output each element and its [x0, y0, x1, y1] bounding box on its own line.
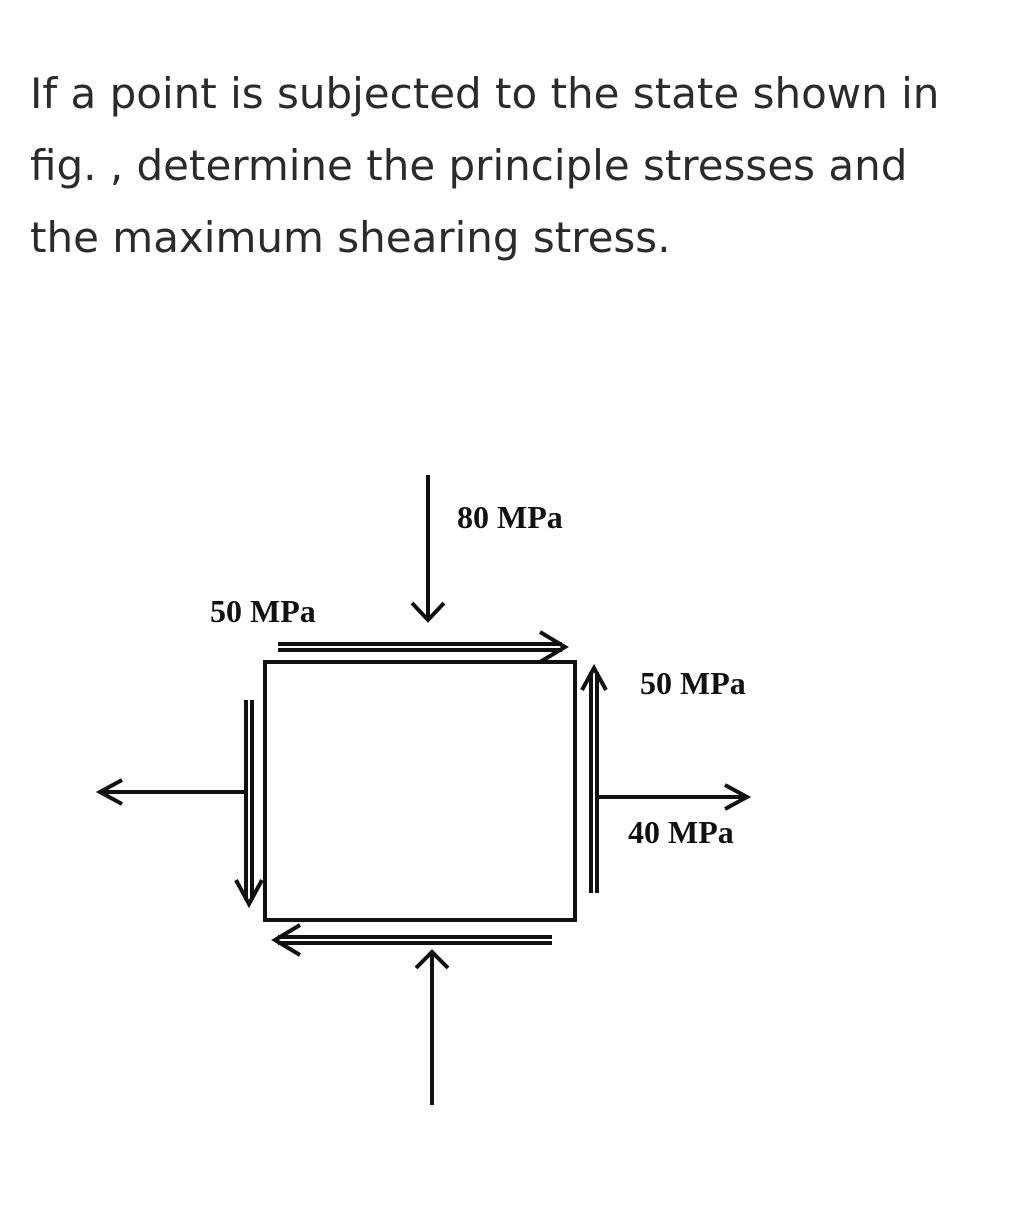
bottom-normal-stress-arrow — [416, 952, 448, 1105]
bottom-shear-stress-arrow — [275, 925, 552, 955]
right-normal-stress-arrow — [597, 785, 747, 809]
stress-element-square — [265, 662, 575, 920]
label-top-normal-stress: 80 MPa — [457, 499, 563, 535]
label-right-shear-stress: 50 MPa — [640, 665, 746, 701]
right-shear-stress-arrow — [582, 668, 606, 893]
left-normal-stress-arrow — [100, 780, 246, 804]
question-line-3: the maximum shearing stress. — [30, 213, 671, 262]
left-shear-stress-arrow — [236, 700, 262, 904]
label-top-shear-stress: 50 MPa — [210, 593, 316, 629]
question-line-1: If a point is subjected to the state shown in — [30, 69, 940, 118]
top-normal-stress-arrow — [412, 475, 444, 620]
question-line-2: fig. , determine the principle stresses and — [30, 141, 908, 190]
label-right-normal-stress: 40 MPa — [628, 814, 734, 850]
top-shear-stress-arrow — [278, 632, 565, 662]
